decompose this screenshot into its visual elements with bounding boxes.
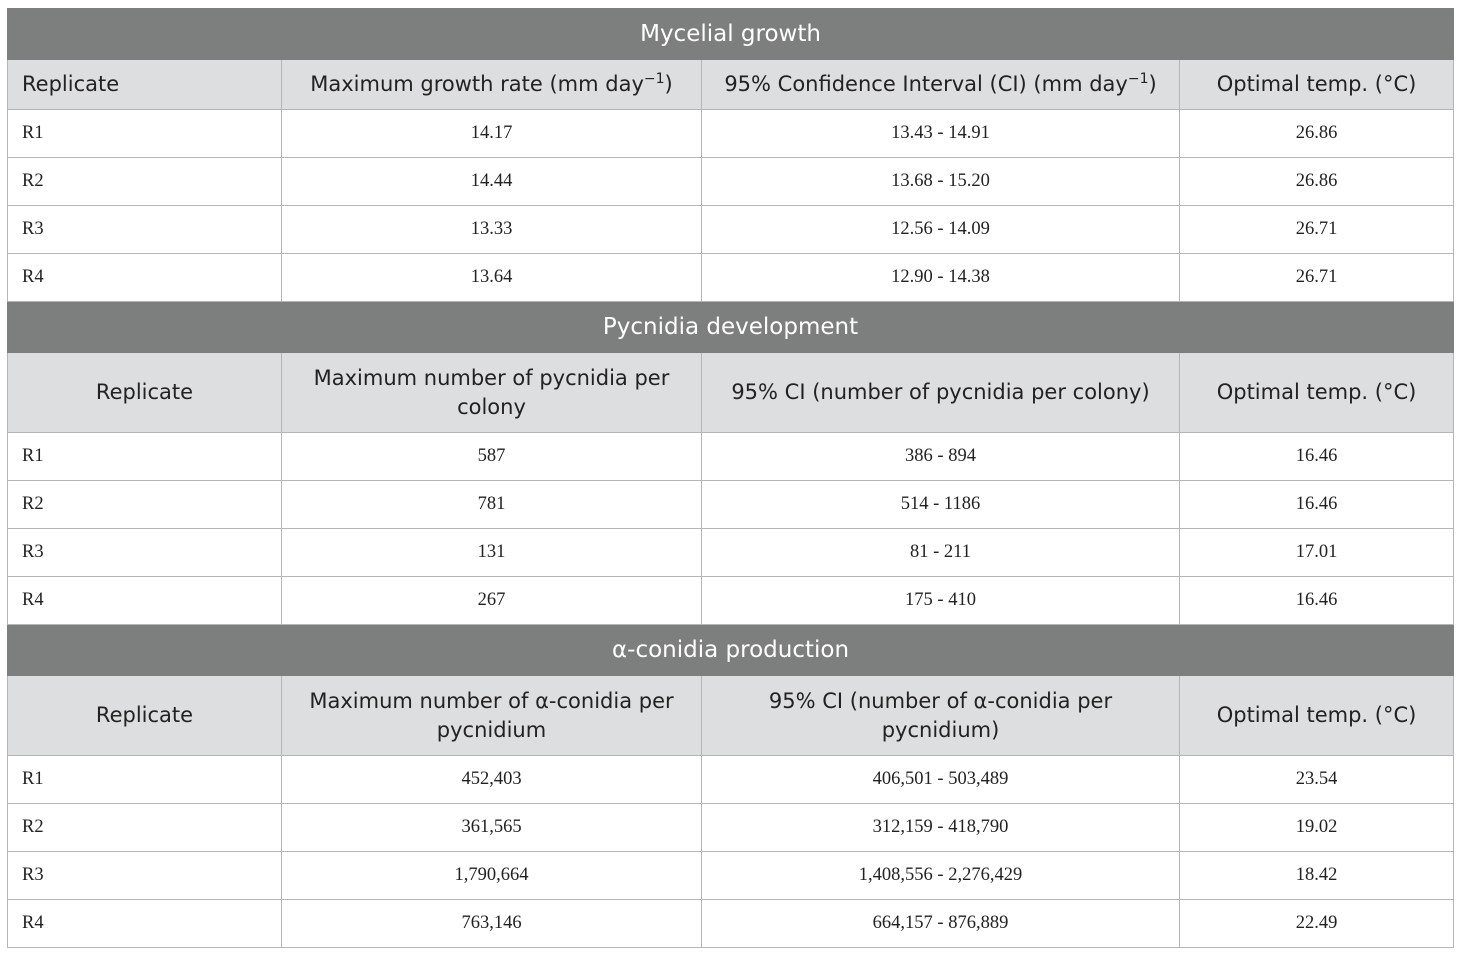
header-maximum: Maximum growth rate (mm day$^{-1}$)	[282, 60, 702, 110]
column-header-row	[8, 60, 1454, 110]
table-row	[8, 577, 1454, 625]
cell-maximum: 452,403	[282, 756, 702, 804]
cell-maximum: 14.17	[282, 110, 702, 158]
cell-optimal: 26.71	[1180, 254, 1454, 302]
section-header-alpha-conidia-production	[8, 625, 1454, 676]
cell-optimal: 16.46	[1180, 433, 1454, 481]
table-row	[8, 481, 1454, 529]
section-header-mycelial-growth	[8, 9, 1454, 60]
header-ci: 95% Confidence Interval (CI) (mm day$^{-1}$)	[702, 60, 1180, 110]
cell-ci: 13.43 - 14.91	[702, 110, 1180, 158]
cell-maximum: 1,790,664	[282, 852, 702, 900]
cell-maximum: 267	[282, 577, 702, 625]
section-title: α-conidia production	[8, 625, 1454, 676]
cell-ci: 13.68 - 15.20	[702, 158, 1180, 206]
cell-replicate: R3	[8, 852, 282, 900]
cell-maximum: 587	[282, 433, 702, 481]
cell-optimal: 18.42	[1180, 852, 1454, 900]
section-title: Mycelial growth	[8, 9, 1454, 60]
header-replicate: Replicate	[8, 353, 282, 433]
cell-optimal: 26.86	[1180, 158, 1454, 206]
cell-replicate: R2	[8, 804, 282, 852]
header-replicate: Replicate	[8, 60, 282, 110]
table-row	[8, 158, 1454, 206]
cell-replicate: R4	[8, 254, 282, 302]
header-optimal-temp: Optimal temp. (°C)	[1180, 60, 1454, 110]
table-row	[8, 900, 1454, 948]
cell-optimal: 16.46	[1180, 481, 1454, 529]
column-header-row	[8, 353, 1454, 433]
cell-ci: 312,159 - 418,790	[702, 804, 1180, 852]
cell-optimal: 26.86	[1180, 110, 1454, 158]
table-row	[8, 529, 1454, 577]
cell-optimal: 22.49	[1180, 900, 1454, 948]
cell-replicate: R1	[8, 433, 282, 481]
header-replicate: Replicate	[8, 676, 282, 756]
cell-optimal: 23.54	[1180, 756, 1454, 804]
cell-replicate: R1	[8, 110, 282, 158]
header-maximum: Maximum number of pycnidia per colony	[282, 353, 702, 433]
table-row	[8, 756, 1454, 804]
cell-replicate: R3	[8, 206, 282, 254]
cell-maximum: 763,146	[282, 900, 702, 948]
section-title: Pycnidia development	[8, 302, 1454, 353]
cell-replicate: R2	[8, 481, 282, 529]
table-row	[8, 433, 1454, 481]
column-header-row	[8, 676, 1454, 756]
table-row	[8, 254, 1454, 302]
header-optimal-temp: Optimal temp. (°C)	[1180, 353, 1454, 433]
table-row	[8, 110, 1454, 158]
cell-replicate: R2	[8, 158, 282, 206]
header-optimal-temp: Optimal temp. (°C)	[1180, 676, 1454, 756]
cell-ci: 664,157 - 876,889	[702, 900, 1180, 948]
header-maximum: Maximum number of α-conidia per pycnidium	[282, 676, 702, 756]
cell-optimal: 16.46	[1180, 577, 1454, 625]
cell-maximum: 131	[282, 529, 702, 577]
cell-maximum: 361,565	[282, 804, 702, 852]
results-table	[7, 8, 1454, 948]
cell-ci: 514 - 1186	[702, 481, 1180, 529]
cell-ci: 175 - 410	[702, 577, 1180, 625]
cell-ci: 386 - 894	[702, 433, 1180, 481]
cell-replicate: R4	[8, 577, 282, 625]
cell-maximum: 781	[282, 481, 702, 529]
cell-optimal: 17.01	[1180, 529, 1454, 577]
results-table-container	[7, 8, 1453, 948]
table-row	[8, 804, 1454, 852]
section-header-pycnidia-development	[8, 302, 1454, 353]
table-row	[8, 206, 1454, 254]
cell-optimal: 26.71	[1180, 206, 1454, 254]
cell-ci: 12.90 - 14.38	[702, 254, 1180, 302]
cell-ci: 1,408,556 - 2,276,429	[702, 852, 1180, 900]
cell-optimal: 19.02	[1180, 804, 1454, 852]
cell-ci: 12.56 - 14.09	[702, 206, 1180, 254]
cell-ci: 406,501 - 503,489	[702, 756, 1180, 804]
cell-maximum: 13.33	[282, 206, 702, 254]
cell-replicate: R4	[8, 900, 282, 948]
header-ci: 95% CI (number of α-conidia per pycnidium)	[702, 676, 1180, 756]
cell-maximum: 13.64	[282, 254, 702, 302]
header-ci: 95% CI (number of pycnidia per colony)	[702, 353, 1180, 433]
table-row	[8, 852, 1454, 900]
cell-maximum: 14.44	[282, 158, 702, 206]
cell-ci: 81 - 211	[702, 529, 1180, 577]
cell-replicate: R1	[8, 756, 282, 804]
cell-replicate: R3	[8, 529, 282, 577]
